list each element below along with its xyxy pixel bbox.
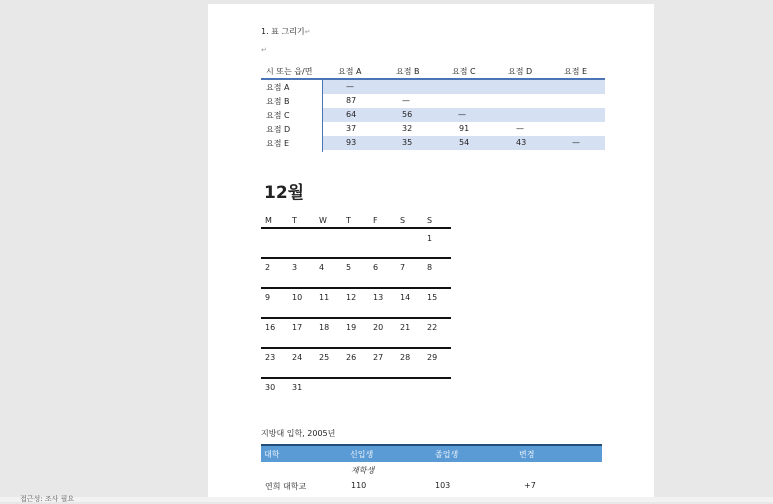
table-row <box>261 94 605 108</box>
table-cell: 37 <box>346 124 357 133</box>
calendar-day[interactable]: 2 <box>265 263 271 272</box>
status-bar <box>0 497 773 502</box>
table-corner-header: 시 또는 읍/면 <box>266 67 313 76</box>
table-cell: — <box>458 110 466 119</box>
header-freshmen: 신입생 <box>350 450 374 459</box>
calendar-day[interactable]: 25 <box>319 353 330 362</box>
calendar-day[interactable]: 11 <box>319 293 330 302</box>
calendar-day[interactable]: 16 <box>265 323 276 332</box>
calendar-day[interactable]: 24 <box>292 353 303 362</box>
calendar-day[interactable]: 6 <box>373 263 379 272</box>
table-row <box>261 122 605 136</box>
calendar-day[interactable]: 18 <box>319 323 330 332</box>
calendar-week-rule <box>261 347 451 349</box>
calendar-week-rule <box>261 227 451 229</box>
row-label: 요점 B <box>266 97 290 106</box>
calendar-day[interactable]: 13 <box>373 293 384 302</box>
calendar-day[interactable]: 28 <box>400 353 411 362</box>
cell-change: +7 <box>524 481 536 490</box>
calendar-day[interactable]: 27 <box>373 353 384 362</box>
calendar-day[interactable]: 10 <box>292 293 303 302</box>
calendar-week-rule <box>261 287 451 289</box>
table-cell: 93 <box>346 138 357 147</box>
calendar-day[interactable]: 4 <box>319 263 325 272</box>
admissions-caption: 지방대 입학, 2005년 <box>261 429 336 438</box>
calendar-week-rule <box>261 257 451 259</box>
table-cell: 35 <box>402 138 413 147</box>
calendar-day[interactable]: 14 <box>400 293 411 302</box>
row-label: 요점 A <box>266 83 290 92</box>
calendar-month-title: 12월 <box>264 183 305 203</box>
calendar-day[interactable]: 21 <box>400 323 411 332</box>
calendar-day[interactable]: 30 <box>265 383 276 392</box>
column-header: 요점 A <box>338 67 362 76</box>
table-cell: — <box>572 138 580 147</box>
table-row <box>261 136 605 150</box>
calendar-day[interactable]: 9 <box>265 293 271 302</box>
table-cell: 56 <box>402 110 413 119</box>
table-row <box>261 80 605 94</box>
column-header: 요점 C <box>452 67 476 76</box>
calendar-day[interactable]: 15 <box>427 293 438 302</box>
document-page[interactable] <box>208 4 654 497</box>
column-header: 요점 B <box>396 67 420 76</box>
admissions-header-row <box>261 444 602 462</box>
calendar-day[interactable]: 17 <box>292 323 303 332</box>
weekday-label: S <box>427 216 433 225</box>
calendar-day[interactable]: 5 <box>346 263 352 272</box>
table-cell: 43 <box>516 138 527 147</box>
column-header: 요점 D <box>508 67 533 76</box>
calendar-day[interactable]: 20 <box>373 323 384 332</box>
table-cell: 32 <box>402 124 413 133</box>
calendar-day[interactable]: 26 <box>346 353 357 362</box>
subheader-enrolled: 재학생 <box>351 466 375 475</box>
header-change: 변경 <box>519 450 535 459</box>
weekday-label: W <box>319 216 327 225</box>
row-label: 요점 C <box>266 111 290 120</box>
paragraph-mark: ↵ <box>261 46 267 54</box>
table-column-rule <box>322 79 323 152</box>
calendar-day[interactable]: 3 <box>292 263 298 272</box>
table-cell: 87 <box>346 96 357 105</box>
table-cell: 64 <box>346 110 357 119</box>
table-cell: — <box>516 124 524 133</box>
section-title: 1. 표 그리기↵ <box>261 27 311 36</box>
table-cell: 91 <box>459 124 470 133</box>
weekday-label: M <box>265 216 272 225</box>
calendar-week-rule <box>261 377 451 379</box>
calendar-day[interactable]: 1 <box>427 234 433 243</box>
calendar-day[interactable]: 23 <box>265 353 276 362</box>
calendar-day[interactable]: 8 <box>427 263 433 272</box>
row-university-name: 연희 대학교 <box>265 482 307 491</box>
calendar-day[interactable]: 12 <box>346 293 357 302</box>
weekday-label: T <box>346 216 351 225</box>
cell-freshmen: 110 <box>351 481 367 490</box>
weekday-label: T <box>292 216 297 225</box>
header-university: 대학 <box>264 450 280 459</box>
header-graduates: 졸업생 <box>435 450 459 459</box>
table-row <box>261 108 605 122</box>
table-cell: — <box>346 82 354 91</box>
weekday-label: F <box>373 216 378 225</box>
calendar-day[interactable]: 19 <box>346 323 357 332</box>
calendar-week-rule <box>261 317 451 319</box>
accessibility-status[interactable]: 접근성: 조사 필요 <box>20 495 75 503</box>
row-label: 요점 D <box>266 125 291 134</box>
row-label: 요점 E <box>266 139 290 148</box>
cell-graduates: 103 <box>435 481 451 490</box>
calendar-day[interactable]: 7 <box>400 263 406 272</box>
table-cell: — <box>402 96 410 105</box>
calendar-day[interactable]: 29 <box>427 353 438 362</box>
weekday-label: S <box>400 216 406 225</box>
column-header: 요점 E <box>564 67 588 76</box>
calendar-day[interactable]: 22 <box>427 323 438 332</box>
calendar-day[interactable]: 31 <box>292 383 303 392</box>
table-cell: 54 <box>459 138 470 147</box>
